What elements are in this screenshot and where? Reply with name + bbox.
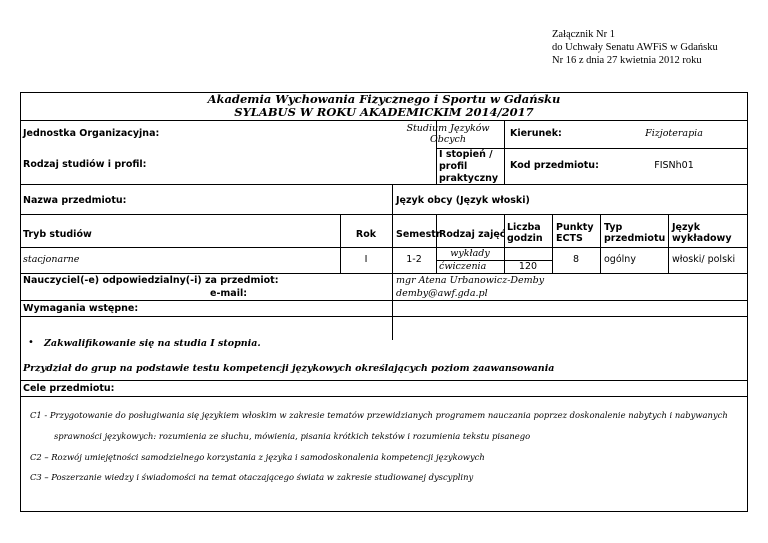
goals-label: Cele przedmiotu:: [23, 383, 115, 394]
goal-c1-line1: C1 - Przygotowanie do posługiwania się językiem włoskim w zakresie tematów przewidzianych programem nauczania poprzez doskonalenie nabytych i nabywanych: [30, 410, 728, 420]
header-hours-1: Liczba: [507, 222, 541, 233]
unit-value-1: Studium Języków: [406, 123, 490, 134]
field-value: Fizjoterapia: [645, 128, 703, 139]
studies-label: Rodzaj studiów i profil:: [23, 159, 147, 170]
goal-c1-line2: sprawności językowych: rozumienia ze słuchu, mówienia, pisania krótkich tekstów i rozumienia tekstu pisanego: [54, 431, 531, 441]
syllabus-title: SYLABUS W ROKU AKADEMICKIM 2014/2017: [234, 105, 534, 119]
goal-c2: C2 – Rozwój umiejętności samodzielnego korzystania z języka i samodoskonalenia kompetencji językowych: [30, 452, 485, 462]
header-mode: Tryb studiów: [23, 229, 92, 240]
row-hours: 120: [518, 261, 538, 272]
prereq-note: Przydział do grup na podstawie testu kompetencji językowych określających poziom zaawansowania: [23, 363, 555, 374]
header-class-type: Rodzaj zajęć: [439, 229, 506, 240]
teacher-name: mgr Atena Urbanowicz-Demby: [396, 275, 545, 286]
row-lang: włoski/ polski: [672, 254, 736, 265]
row-semester: 1-2: [406, 254, 422, 265]
annex-line-1: Załącznik Nr 1: [552, 29, 615, 40]
studies-value-3: praktyczny: [439, 173, 499, 184]
field-label: Kierunek:: [510, 128, 562, 139]
code-label: Kod przedmiotu:: [510, 160, 599, 171]
unit-label: Jednostka Organizacyjna:: [23, 128, 160, 139]
form-frame: [20, 92, 748, 512]
row-ects: 8: [572, 254, 580, 265]
header-year: Rok: [355, 229, 377, 240]
email-value: demby@awf.gda.pl: [396, 288, 488, 299]
prereq-bullet: Zakwalifikowanie się na studia I stopnia.: [44, 338, 261, 349]
header-lang-1: Język: [672, 222, 701, 233]
header-hours-2: godzin: [507, 233, 543, 244]
prereq-label: Wymagania wstępne:: [23, 303, 139, 314]
subject-value: Język obcy (Język włoski): [396, 195, 530, 206]
row-class-lectures: wykłady: [450, 248, 490, 259]
teacher-label: Nauczyciel(-e) odpowiedzialny(-i) za przedmiot:: [23, 275, 279, 286]
studies-value-2: profil: [439, 161, 468, 172]
subject-label: Nazwa przedmiotu:: [23, 195, 127, 206]
annex-line-3: Nr 16 z dnia 27 kwietnia 2012 roku: [552, 55, 702, 66]
code-value: FISNh01: [654, 160, 694, 171]
annex-line-2: do Uchwały Senatu AWFiS w Gdańsku: [552, 42, 718, 53]
header-type-1: Typ: [604, 222, 623, 233]
header-type-2: przedmiotu: [604, 233, 666, 244]
row-class-exercises: ćwiczenia: [439, 261, 487, 272]
row-type: ogólny: [604, 254, 636, 265]
annex-note: [552, 28, 718, 67]
row-mode: stacjonarne: [23, 254, 80, 265]
bullet-icon: •: [28, 337, 34, 348]
header-ects-2: ECTS: [556, 233, 583, 244]
email-label: e-mail:: [210, 288, 248, 299]
goal-c3: C3 – Poszerzanie wiedzy i świadomości na temat otaczającego świata w zakresie studiowanej dyscypliny: [30, 472, 474, 482]
header-lang-2: wykładowy: [672, 233, 732, 244]
university-title: Akademia Wychowania Fizycznego i Sportu w Gdańsku: [207, 92, 561, 106]
unit-value-2: Obcych: [430, 134, 466, 145]
studies-value-1: I stopień /: [439, 149, 493, 160]
header-semester: Semestr: [396, 229, 441, 240]
row-year: I: [364, 254, 368, 265]
header-ects-1: Punkty: [556, 222, 594, 233]
